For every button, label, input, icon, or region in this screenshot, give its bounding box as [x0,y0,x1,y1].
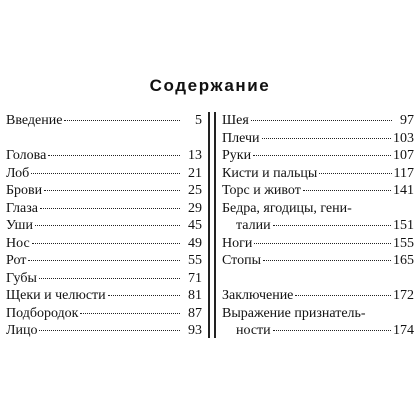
toc-entry-nose[interactable] [6,235,202,253]
dot-leader [273,330,391,331]
toc-entry-introduction[interactable] [6,112,202,130]
toc-right-column [222,112,414,340]
page-title: Содержание [149,76,271,95]
toc-entry-page: 172 [393,288,414,303]
toc-entry-lips[interactable] [6,270,202,288]
toc-entry-label: Стопы [222,253,261,268]
toc-entry-label-continued: ности [236,323,271,338]
dot-leader [40,208,180,209]
dot-leader [262,138,392,139]
dot-leader [273,225,391,226]
toc-entry-acknowledgments-line1[interactable] [222,305,414,323]
dot-leader [32,243,180,244]
dot-leader [263,260,391,261]
toc-entry-label: Заключение [222,288,294,303]
toc-entry-label: Плечи [222,130,260,146]
toc-entry-page: 151 [393,218,414,233]
dot-leader [303,190,391,191]
dot-leader [80,313,180,314]
toc-entry-conclusion[interactable] [222,287,414,305]
toc-entry-hips-line2[interactable] [222,217,414,235]
toc-entry-page: 93 [188,323,202,338]
toc-entry-label: Бедра, ягодицы, гени- [222,200,352,216]
dot-leader [48,155,180,156]
toc-entry-label: Кисти и пальцы [222,165,318,181]
toc-entry-ears[interactable] [6,217,202,235]
toc-entry-label: Голова [6,148,47,163]
dot-leader [31,173,180,174]
dot-leader [253,155,391,156]
toc-entry-feet[interactable] [222,252,414,270]
toc-entry-head[interactable] [6,147,202,165]
toc-entry-page: 25 [188,183,202,198]
toc-entry-page: 141 [393,183,414,198]
toc-entry-page: 81 [188,288,202,303]
toc-entry-page: 29 [188,200,202,216]
toc-entry-label: Рот [6,253,27,268]
toc-entry-page: 55 [188,253,202,268]
toc-entry-page: 107 [393,148,414,163]
dot-leader [39,278,180,279]
dot-leader [319,173,391,174]
dot-leader [295,295,391,296]
toc-entry-hands-fingers[interactable] [222,165,414,183]
toc-entry-forehead[interactable] [6,165,202,183]
toc-entry-label: Лицо [6,323,38,338]
toc-entry-chin[interactable] [6,305,202,323]
toc-entry-shoulders[interactable] [222,130,414,148]
column-divider [208,112,216,338]
toc-entry-mouth[interactable] [6,252,202,270]
toc-left-column [6,112,202,340]
dot-leader [108,295,180,296]
toc-entry-page: 87 [188,305,202,321]
toc-entry-page: 13 [188,148,202,163]
toc-entry-label: Шея [222,113,249,128]
toc-entry-label: Глаза [6,200,38,216]
toc-entry-cheeks-jaws[interactable] [6,287,202,305]
dot-leader [28,260,180,261]
toc-entry-label: Введение [6,113,63,128]
toc-entry-page: 71 [188,270,202,286]
toc-entry-page: 97 [400,113,414,128]
dot-leader [39,330,180,331]
toc-entry-neck[interactable] [222,112,414,130]
dot-leader [64,120,180,121]
toc-entry-label: Губы [6,270,37,286]
toc-entry-face[interactable] [6,322,202,340]
toc-entry-label: Щеки и челюсти [6,288,106,303]
dot-leader [251,120,392,121]
toc-entry-label: Нос [6,235,30,251]
toc-entry-label: Торс и живот [222,183,301,198]
toc-entry-eyebrows[interactable] [6,182,202,200]
toc-entry-eyes[interactable] [6,200,202,218]
toc-entry-page: 5 [195,113,202,128]
toc-entry-acknowledgments-line2[interactable] [222,322,414,340]
toc-entry-page: 155 [393,235,414,251]
toc-entry-label: Лоб [6,165,30,181]
toc-entry-page: 49 [188,235,202,251]
toc-entry-page: 165 [393,253,414,268]
toc-entry-label: Брови [6,183,43,198]
toc-entry-page: 103 [393,130,414,146]
toc-entry-label: Выражение признатель- [222,305,366,321]
toc-entry-page: 21 [188,165,202,181]
toc-entry-label: Ноги [222,235,253,251]
toc-entry-arms[interactable] [222,147,414,165]
toc-entry-page: 45 [188,218,202,233]
toc-entry-label: Подбородок [6,305,79,321]
toc-entry-label-continued: талии [236,218,271,233]
toc-entry-torso-belly[interactable] [222,182,414,200]
toc-entry-page: 117 [393,165,414,181]
dot-leader [254,243,391,244]
dot-leader [35,225,180,226]
toc-entry-page: 174 [393,323,414,338]
toc-entry-label: Руки [222,148,252,163]
dot-leader [44,190,180,191]
toc-entry-hips-line1[interactable] [222,200,414,218]
toc-entry-label: Уши [6,218,33,233]
toc-entry-legs[interactable] [222,235,414,253]
